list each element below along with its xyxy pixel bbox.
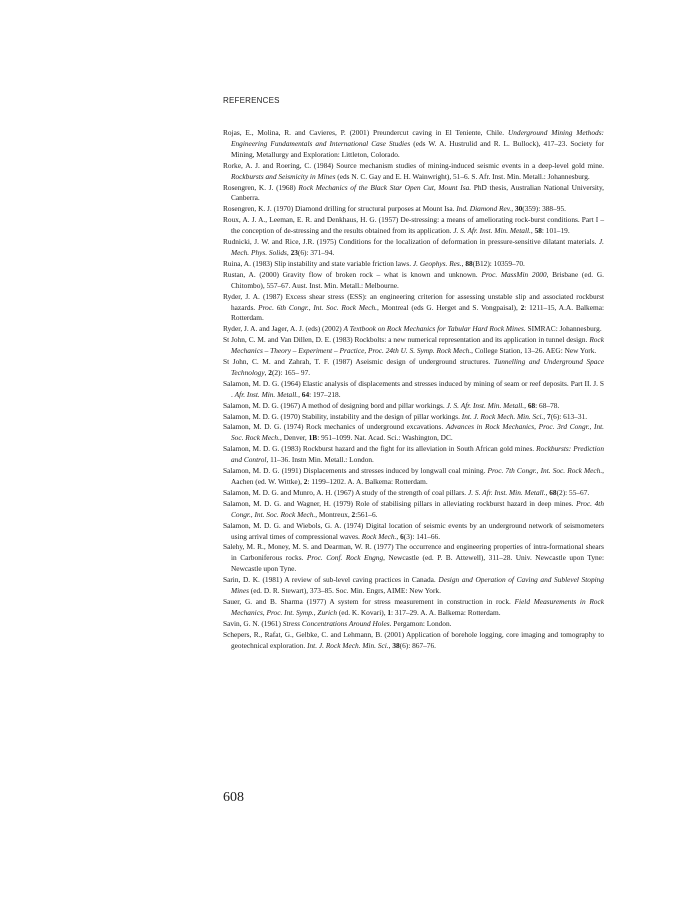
reference-text: Rudnicki, J. W. and Rice, J.R. (1975) Conditions for the localization of deformation in pressure-sensitive dilatant materials. [223,237,599,247]
reference-entry [223,488,604,499]
reference-text: 64 [301,389,310,399]
reference-text: Rockbursts and Seismicity in Mines [231,171,336,181]
reference-text: 68 [527,400,536,410]
reference-entry [223,324,604,335]
reference-text: Proc. MassMin 2000 [481,269,547,279]
reference-text: (2): 165– 97. [271,367,311,377]
reference-entry [223,335,604,357]
reference-text: Int. J. Rock Mech. Min. Sci. [461,411,544,421]
reference-text: , 11–36. Instn Min. Metall.: London. [266,455,374,465]
reference-text: 1B [308,433,318,443]
reference-text: (6): 613–31. [550,411,588,421]
reference-text: Roux, A. J. A., Leeman, E. R. and Denkhaus, H. G. (1957) De-stressing: a means of ameliorating rock-burst conditions. Part I – the conception of de-stressing and the results obtained from its application. [223,215,604,236]
reference-text: Salamon, M. D. G. and Wiebols, G. A. (1974) Digital location of seismic events by an underground network of seismometers using arrival times of compressional waves. [223,520,604,541]
reference-text: Advances in Rock Mechanics, Proc. 3rd Congr., Int. Soc. Rock Mech. [231,422,605,443]
reference-text: Rosengren, K. J. (1970) Diamond drilling for structural purposes at Mount Isa. [223,204,457,214]
reference-text: Proc. 4th Congr., Int. Soc. Rock Mech. [231,498,604,519]
reference-text: J. S. Afr. Inst. Min. Metall. [467,487,546,497]
reference-text: 88 [465,258,473,268]
reference-text: Salamon, M. D. G. (1967) A method of designing bord and pillar workings. [223,400,447,410]
reference-text: Sarin, D. K. (1981) A review of sub-level caving practices in Canada. [223,575,439,585]
reference-entry [223,270,604,292]
reference-text: 2 [520,302,525,312]
reference-text: Underground Mining Methods: Engineering Fundamentals and International Case Studies [231,128,604,148]
reference-text: Salamon, M. D. G. and Munro, A. H. (1967) A study of the strength of coal pillars. [223,487,468,497]
reference-entry [223,204,604,215]
reference-text: Rojas, E., Molina, R. and Cavieres, P. (2001) Preundercut caving in El Teniente, Chile. [223,128,508,137]
reference-text: : 317–29. A. A. Balkema: Rotterdam. [391,607,501,617]
reference-text: Salamon, M. D. G. (1991) Displacements and stresses induced by longwall coal mining. [223,466,488,476]
reference-text: : 1211–15, A.A. Balkema: Rotterdam. [231,302,604,323]
reference-text: St John, C. M. and Van Dillen, D. E. (1983) Rockbolts: a new numerical representation and its application in tunnel design. [223,335,590,345]
reference-text: Proc. 6th Congr., Int. Soc. Rock Mech. [258,302,378,312]
reference-entry [223,259,604,270]
reference-text: Rustan, A. (2000) Gravity flow of broken rock – what is known and unknown. [223,269,482,279]
reference-text: , [530,226,535,236]
reference-entry [223,499,604,521]
reference-text: 2 [351,509,356,519]
reference-text: (6): 371–94. [297,247,335,257]
reference-text: 23 [290,247,298,257]
reference-text: (B12): 10359–70. [472,258,525,268]
reference-text: Salamon, M. D. G. (1970) Stability, instability and the design of pillar workings. [223,411,462,421]
reference-text: 6 [400,531,404,541]
reference-text: , [545,487,550,497]
reference-text: Rock Mechanics of the Black Star Open Cut, Mount Isa. [298,182,472,192]
running-head: REFERENCES [223,96,280,105]
reference-text: Sauer, G. and B. Sharma (1977) A system for stress measurement in construction in rock. [223,596,515,606]
reference-text: Int. J. Rock Mech. Min. Sci. [307,640,389,650]
reference-text: Rockbursts: Prediction and Control [231,444,604,465]
reference-text: , [396,531,401,541]
reference-text: Rorke, A. J. and Roering, C. (1984) Source mechanism studies of mining-induced seismic events in a deep-level gold mine. [223,160,604,170]
reference-text: Tunnelling and Underground Space Technology [231,357,604,377]
reference-text: J. Geophys. Res. [412,258,462,268]
reference-text: , [388,640,393,650]
reference-text: 30 [514,204,523,214]
reference-text: (eds W. A. Hustrulid and R. L. Bullock), 417–23. Society for Mining, Metallurgy and Exploration: Littleton, Colorado. [231,138,604,159]
reference-text: Afr. Inst. Min. Metall. [234,389,299,399]
reference-text: , [524,400,528,410]
reference-text: . Pergamon: London. [389,618,452,628]
reference-text: , College Station, 13–26. AEG: New York. [471,346,597,356]
reference-text: J. S. Afr. Inst. Min. Metall. [446,400,525,410]
reference-text: Design and Operation of Caving and Sublevel Stoping Mines [231,575,604,596]
reference-entry [223,161,604,183]
reference-text: , Denver, [279,433,309,443]
reference-text: (3): 141–66. [403,531,441,541]
reference-text: :561–6. [355,509,378,519]
reference-text: 2 [303,477,308,486]
reference-entry [223,619,604,630]
reference-text: , [511,204,515,214]
reference-text: Ind. Diamond Rev. [456,204,512,214]
reference-text: Ruina, A. (1983) Slip instability and state variable friction laws. [223,258,413,268]
reference-text: Ryder, J. A. and Jager, A. J. (eds) (2002) [223,324,344,334]
reference-text: J. Mech. Phys. Solids [231,237,604,257]
reference-text: , Montreux, [315,509,352,519]
reference-entry [223,357,604,379]
reference-text: (ed. K. Kovari), [337,607,388,617]
reference-text: 38 [392,640,400,650]
reference-entry [223,630,604,652]
reference-text: , Aachen (ed. W. Wittke), [231,466,604,486]
reference-text: Salamon, M. D. G. (1974) Rock mechanics of underground excavations. [223,422,446,432]
reference-text: A Textbook on Rock Mechanics for Tabular Hard Rock Mines. [343,324,526,334]
reference-entry [223,215,604,237]
reference-text: Salamon, M. D. G. and Wagner, H. (1979) Role of stabilising pillars in alleviating rockburst hazard in deep mines. [223,498,577,508]
reference-text: 68 [549,487,557,497]
reference-text: : 951–1099. Nat. Acad. Sci.: Washington, DC. [317,433,453,443]
reference-text: , [264,367,269,377]
reference-entry [223,128,604,161]
reference-entry [223,401,604,412]
reference-text: : 101–19. [541,226,570,236]
reference-text: 7 [547,411,551,421]
reference-text: Ryder, J. A. (1987) Excess shear stress (ESS): an engineering criterion for assessing unstable slip and associated rockburst hazards. [223,291,604,312]
reference-entry [223,422,604,444]
reference-text: J. S. Afr. Inst. Min. Metall. [453,226,531,236]
reference-text: , Montreal (eds G. Herget and S. Vongpaisal), [377,302,521,312]
reference-text: (ed. D. R. Stewart), 373–85. Soc. Min. Engrs, AIME: New York. [248,586,441,596]
reference-text: , [298,389,302,399]
reference-text: , [461,258,466,268]
reference-entry [223,521,604,543]
reference-text: Stress Concentrations Around Holes [282,618,390,628]
reference-text: 2 [268,367,272,377]
reference-text: Rosengren, K. J. (1968) [223,182,299,192]
reference-text: (eds N. C. Gay and E. H. Wainwright), 51–6. S. Afr. Inst. Min. Metall.: Johannesburg. [335,171,590,181]
reference-text: Schepers, R., Rafat, G., Gelbke, C. and Lehmann, B. (2001) Application of borehole logging, core imaging and tomography to geotechnical exploration. [223,629,604,650]
reference-list [223,128,604,652]
reference-text: (6): 867–76. [399,640,436,650]
reference-entry [223,542,604,575]
reference-text: , Newcastle (ed. P. B. Attewell), 311–28. Univ. Newcastle upon Tyne: Newcastle upon Tyne. [231,553,604,574]
reference-entry [223,575,604,597]
reference-entry [223,444,604,466]
reference-entry [223,292,604,325]
reference-text: St John, C. M. and Zahrah, T. F. (1987) Aseismic design of underground structures. [223,357,494,367]
reference-entry [223,597,604,619]
reference-entry [223,379,604,401]
reference-text: : 68–78. [535,400,560,410]
reference-text: Rock Mech. [361,531,397,541]
reference-text: 1 [387,607,392,617]
reference-text: : 197–218. [309,389,341,399]
reference-text: SIMRAC: Johannesburg. [525,324,602,334]
reference-entry [223,466,604,488]
reference-text: 58 [534,226,542,236]
reference-text: Savin, G. N. (1961) [223,618,283,628]
reference-entry [223,412,604,423]
reference-text: , Brisbane (ed. G. Chitombo), 557–67. Aust. Inst. Min. Metall.: Melbourne. [231,269,604,290]
reference-text: PhD thesis, Australian National University, Canberra. [231,182,604,203]
reference-entry [223,237,604,259]
page-number: 608 [223,790,244,805]
reference-text: Salehy, M. R., Money, M. S. and Dearman, W. R. (1977) The occurrence and engineering properties of intra-formational shears in Carboniferous rocks. [223,542,604,563]
reference-text: Proc. 7th Congr., Int. Soc. Rock Mech. [487,466,603,476]
reference-entry [223,183,604,205]
reference-text: Salamon, M. D. G. (1983) Rockburst hazard and the fight for its alleviation in South African gold mines. [223,444,537,454]
reference-text: (359): 388–95. [522,204,566,214]
reference-text: Salamon, M. D. G. (1964) Elastic analysis of displacements and stresses induced by mining of seam or reef deposits. Part II. J. S . [223,378,604,399]
reference-text: Rock Mechanics – Theory – Experiment – Practice, Proc. 24th U. S. Symp. Rock Mech. [231,335,604,356]
reference-text: , [286,247,291,257]
reference-text: Field Measurements in Rock Mechanics, Proc. Int. Symp., Zurich [231,596,605,617]
reference-text: (2): 55–67. [556,487,590,497]
reference-text: : 1199–1202. A. A. Balkema: Rotterdam. [307,477,428,486]
reference-text: Proc. Conf. Rock Engng [306,553,384,563]
reference-text: , [543,411,548,421]
